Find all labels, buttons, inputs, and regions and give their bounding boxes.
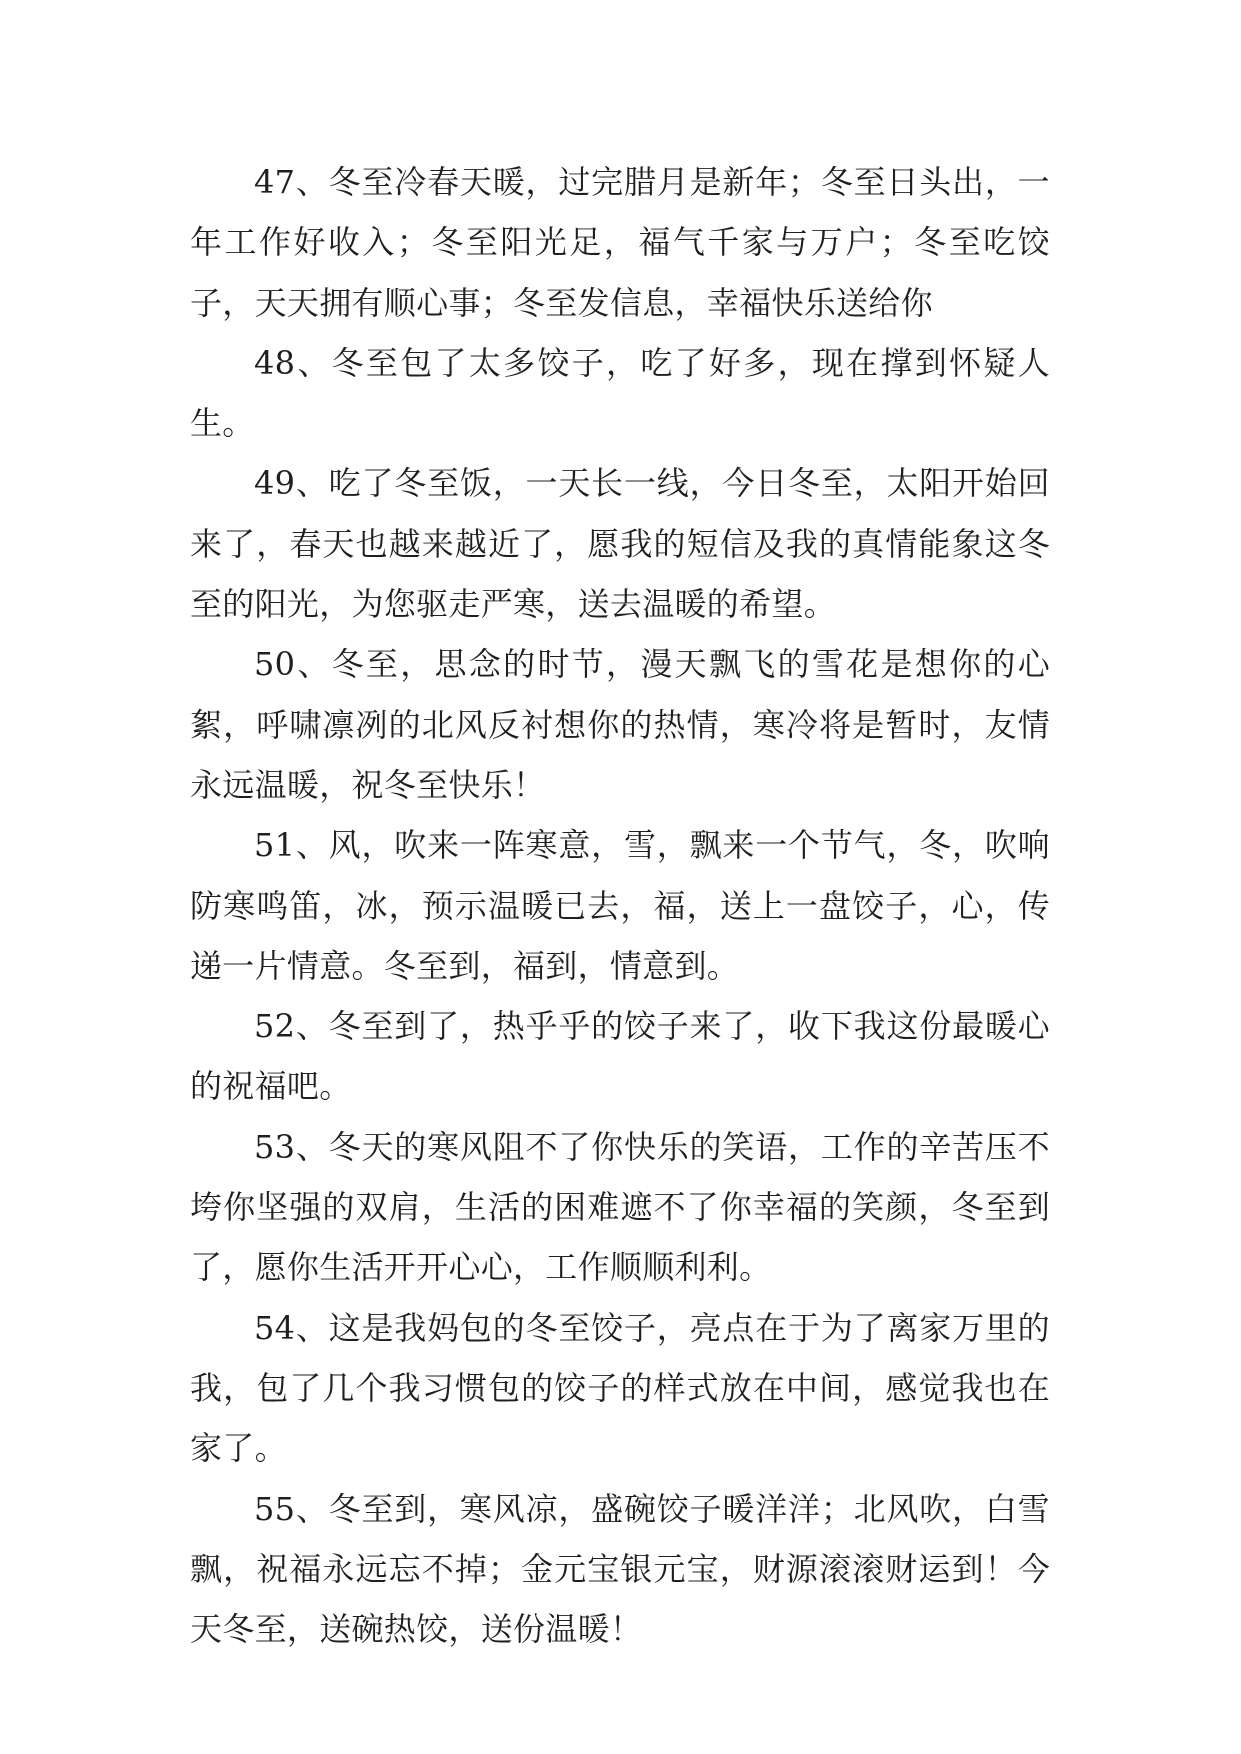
paragraph-51: 51、风，吹来一阵寒意，雪，飘来一个节气，冬，吹响防寒鸣笛，冰，预示温暖已去，福，送上一盘饺子，心，传递一片情意。冬至到，福到，情意到。 xyxy=(190,826,1050,985)
paragraph-55: 55、冬至到，寒风凉，盛碗饺子暖洋洋；北风吹，白雪飘，祝福永远忘不掉；金元宝银元宝，财源滚滚财运到！今天冬至，送碗热饺，送份温暖！ xyxy=(190,1489,1050,1649)
document-body xyxy=(190,152,1050,1659)
paragraph-47: 47、冬至冷春天暖，过完腊月是新年；冬至日头出，一年工作好收入；冬至阳光足，福气千家与万户；冬至吃饺子，天天拥有顺心事；冬至发信息，幸福快乐送给你 xyxy=(190,163,1050,322)
paragraph-49: 49、吃了冬至饭，一天长一线，今日冬至，太阳开始回来了，春天也越来越近了，愿我的短信及我的真情能象这冬至的阳光，为您驱走严寒，送去温暖的希望。 xyxy=(190,464,1050,624)
paragraph-50: 50、冬至，思念的时节，漫天飘飞的雪花是想你的心絮，呼啸凛冽的北风反衬想你的热情，寒冷将是暂时，友情永远温暖，祝冬至快乐！ xyxy=(190,645,1050,804)
paragraph-54: 54、这是我妈包的冬至饺子，亮点在于为了离家万里的我，包了几个我习惯包的饺子的样式放在中间，感觉我也在家了。 xyxy=(190,1308,1050,1468)
paragraph-53: 53、冬天的寒风阻不了你快乐的笑语，工作的辛苦压不垮你坚强的双肩，生活的困难遮不了你幸福的笑颜，冬至到了，愿你生活开开心心，工作顺顺利利。 xyxy=(190,1127,1050,1287)
paragraph-48: 48、冬至包了太多饺子，吃了好多，现在撑到怀疑人生。 xyxy=(190,343,1050,443)
paragraph-52: 52、冬至到了，热乎乎的饺子来了，收下我这份最暖心的祝福吧。 xyxy=(190,1007,1050,1106)
